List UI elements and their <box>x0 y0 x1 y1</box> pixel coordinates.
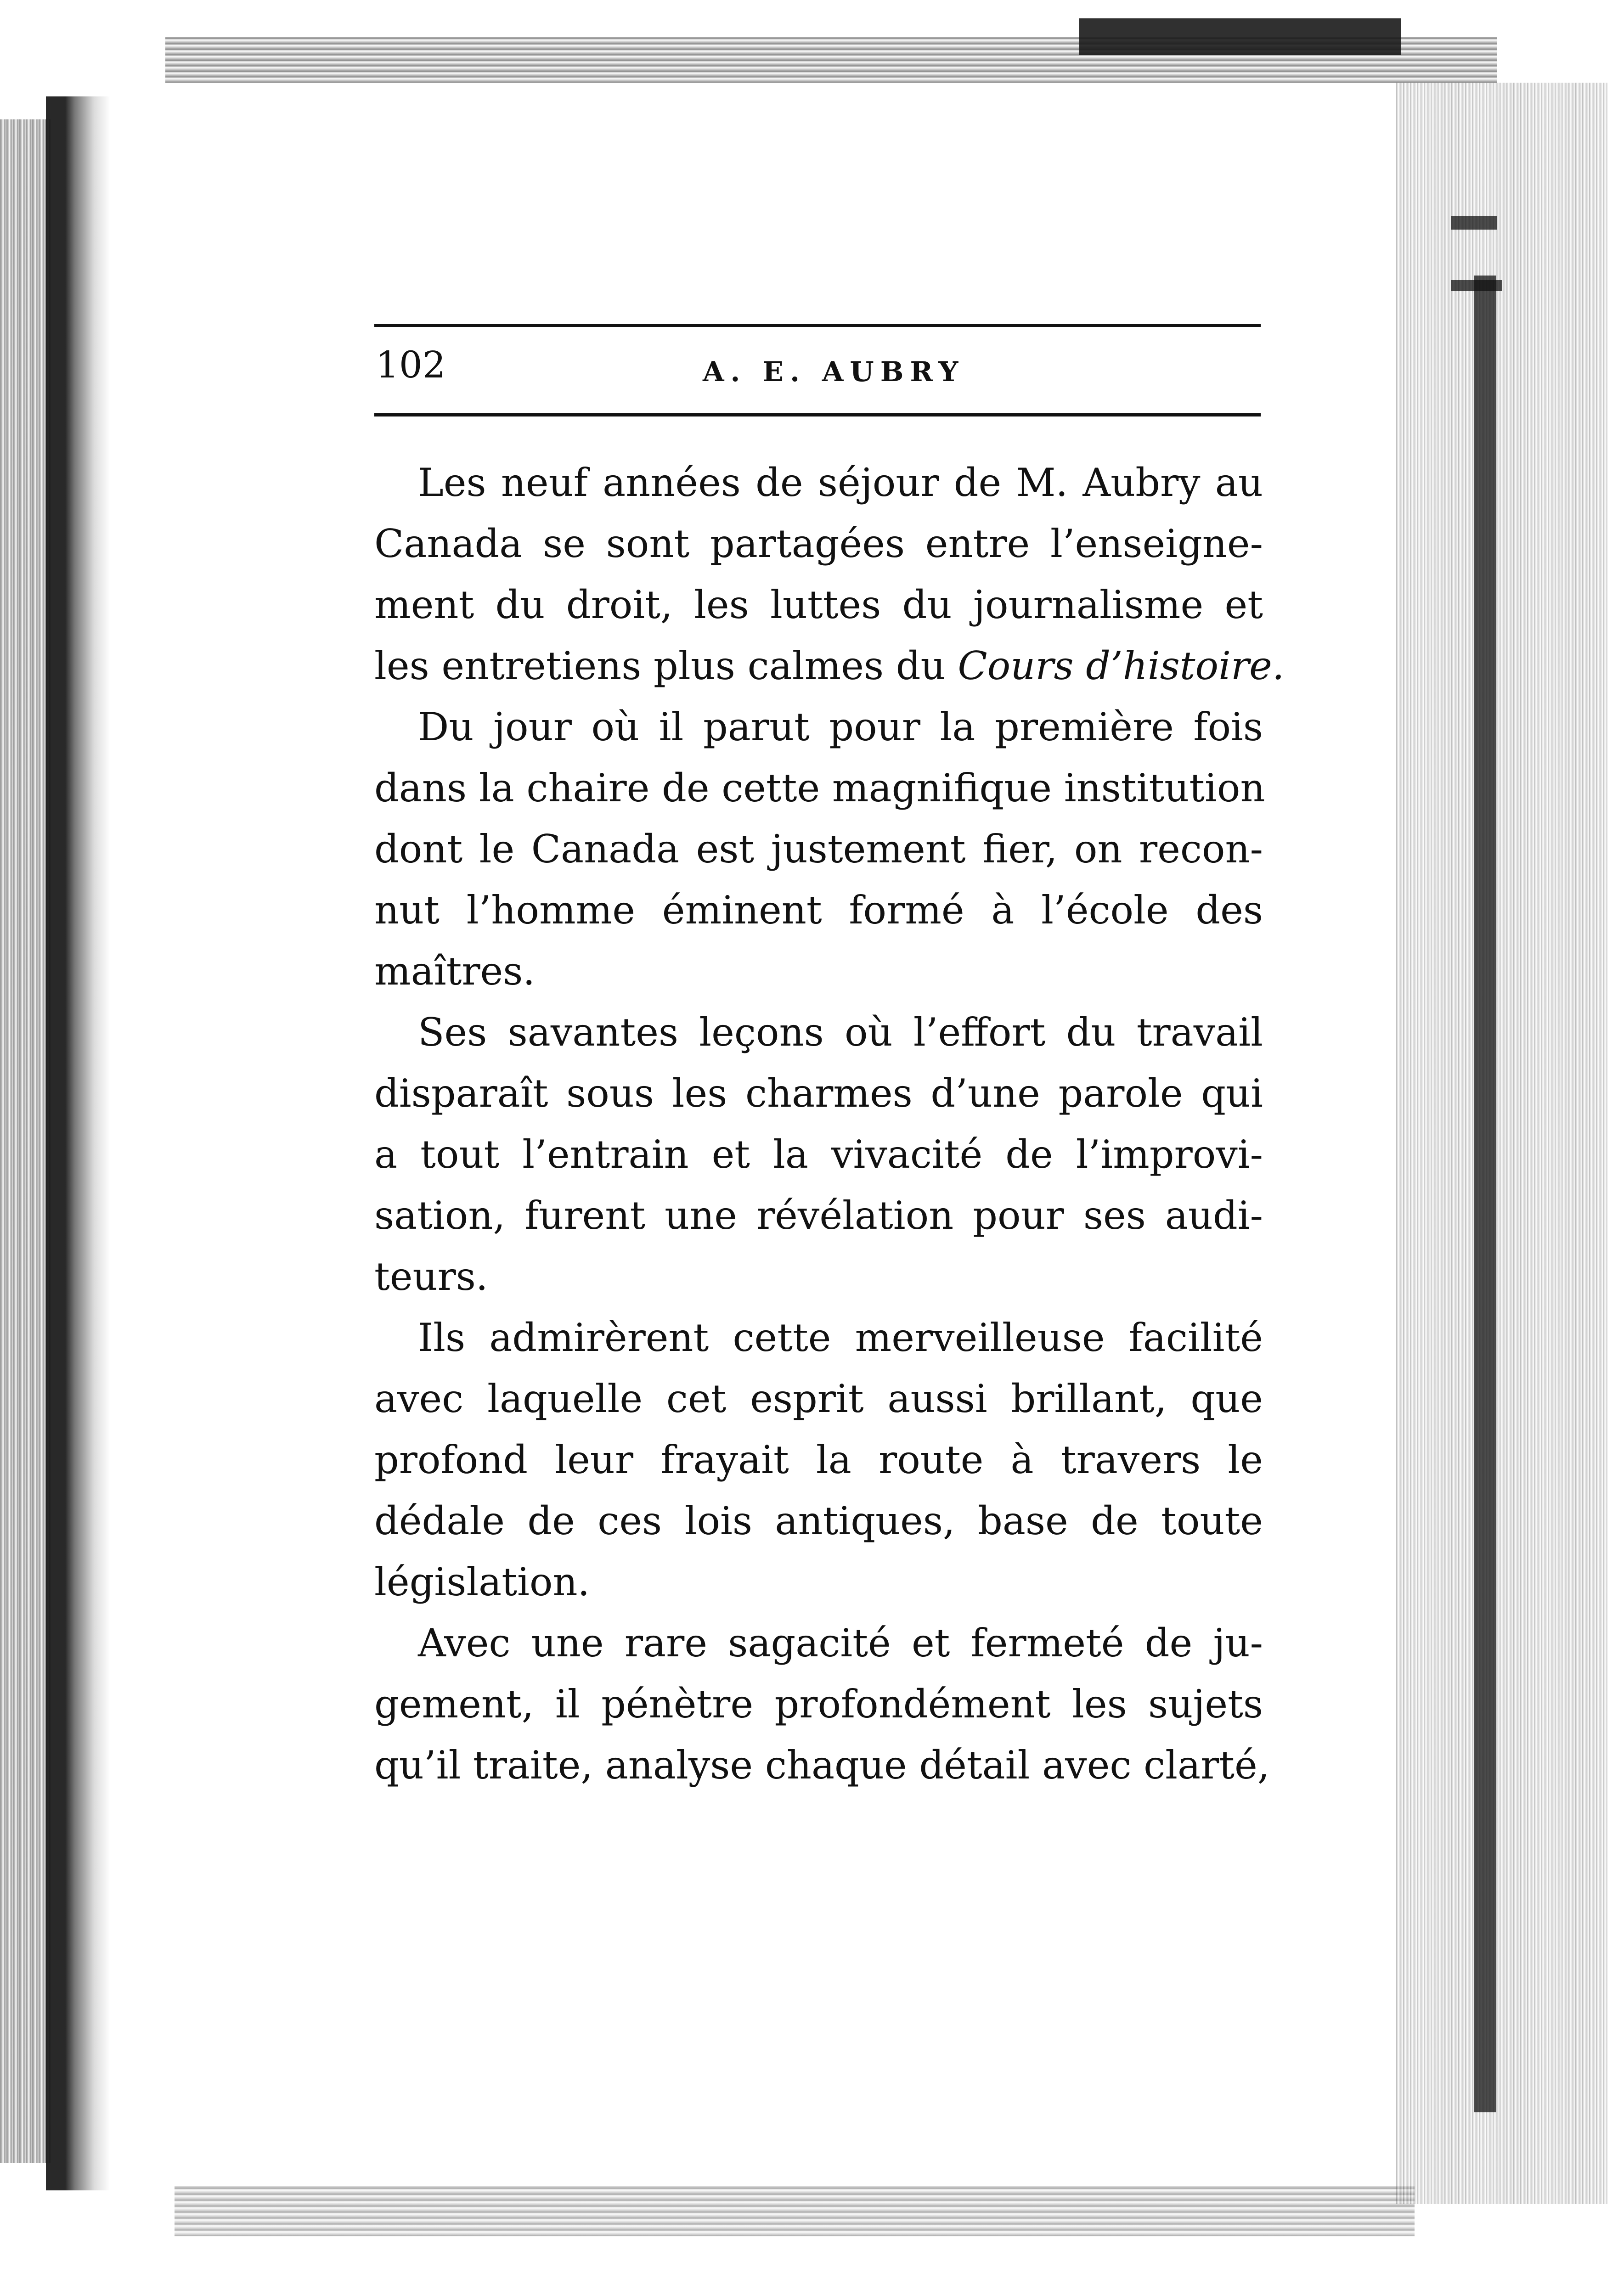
paragraph <box>374 452 1285 697</box>
scan-edge-right-bar <box>1474 276 1496 2112</box>
text-line: dans la chaire de cette magnifique institution <box>374 765 1265 810</box>
text-line: Ses savantes leçons où l’effort du travail <box>418 1010 1263 1055</box>
text-line: teurs. <box>374 1254 488 1299</box>
body-text <box>374 452 1285 1796</box>
paragraph <box>374 1613 1270 1796</box>
scan-edge-right-mark-lower <box>1451 280 1502 291</box>
text-line: Du jour où il parut pour la première fois <box>418 704 1263 749</box>
text-line: a tout l’entrain et la vivacité de l’improvi- <box>374 1132 1263 1177</box>
text-line: dédale de ces lois antiques, base de toute <box>374 1498 1263 1543</box>
text-line: avec laquelle cet esprit aussi brillant, que <box>374 1376 1263 1421</box>
text-line: ment du droit, les luttes du journalisme et <box>374 582 1263 627</box>
header-top-rule <box>374 324 1261 327</box>
italic-title: Cours d’histoire. <box>958 643 1285 688</box>
scan-edge-top-block <box>1079 18 1401 55</box>
scan-edge-bottom <box>175 2186 1415 2236</box>
text-line: gement, il pénètre profondément les sujets <box>374 1682 1263 1727</box>
scan-edge-right-noise <box>1396 83 1607 2204</box>
text-line: législation. <box>374 1559 590 1604</box>
header-bottom-rule <box>374 413 1261 416</box>
paragraph <box>374 1307 1263 1613</box>
text-line: dont le Canada est justement fier, on recon- <box>374 827 1263 872</box>
paragraph <box>374 1002 1263 1307</box>
text-line: sation, furent une révélation pour ses audi- <box>374 1193 1263 1238</box>
text-line: maîtres. <box>374 949 536 994</box>
text-line: Ils admirèrent cette merveilleuse facilité <box>418 1315 1263 1360</box>
text-line: Les neuf années de séjour de M. Aubry au <box>418 460 1263 505</box>
text-line: disparaît sous les charmes d’une parole qui <box>374 1071 1263 1116</box>
text-line: qu’il traite, analyse chaque détail avec clarté, <box>374 1743 1270 1788</box>
scan-edge-left <box>46 96 110 2190</box>
scan-edge-left-noise <box>0 119 51 2163</box>
page-number: 102 <box>376 343 446 386</box>
text-line: Canada se sont partagées entre l’enseigne- <box>374 521 1263 566</box>
running-head: A. E. AUBRY <box>703 356 965 388</box>
text-line: Avec une rare sagacité et fermeté de ju- <box>418 1621 1263 1666</box>
text-line: profond leur frayait la route à travers le <box>374 1437 1263 1482</box>
text-line <box>374 636 1285 697</box>
scan-edge-right-mark <box>1451 216 1497 230</box>
text-line-prefix: les entretiens plus calmes du <box>374 643 958 688</box>
text-line: nut l’homme éminent formé à l’école des <box>374 888 1263 933</box>
paragraph <box>374 697 1263 1002</box>
